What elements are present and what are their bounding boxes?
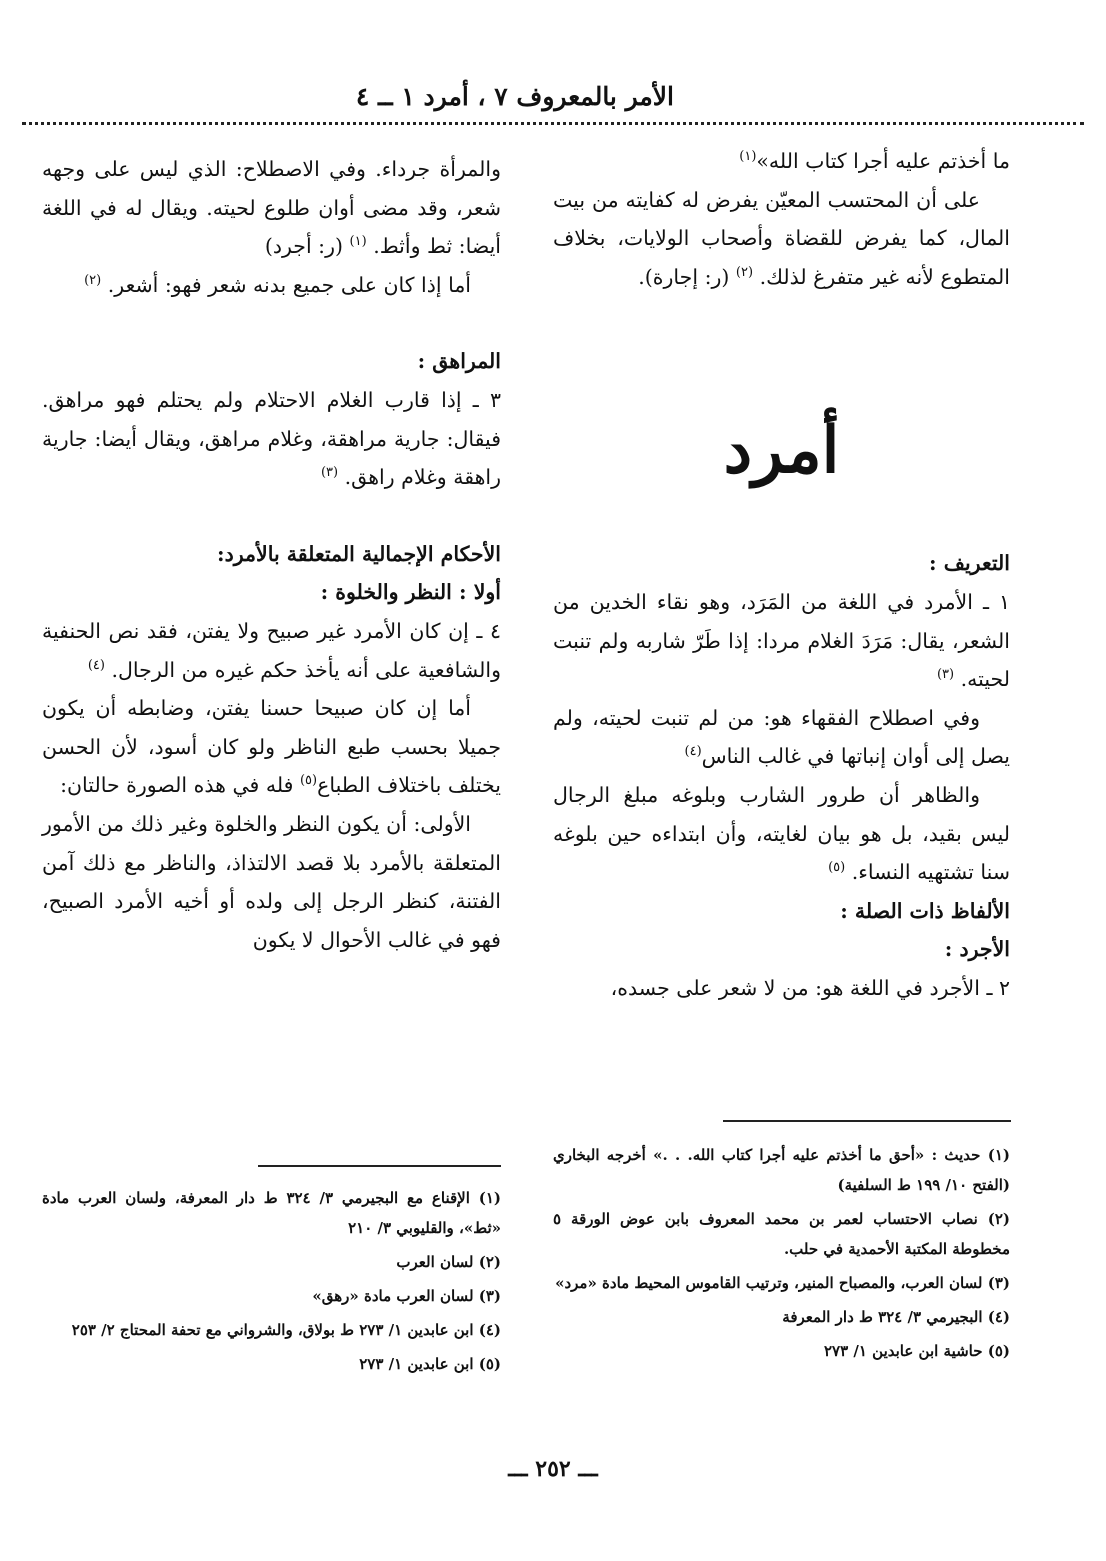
footnote: (٥) ابن عابدين ١/ ٢٧٣ (359, 1355, 501, 1373)
paragraph-text: ما أخذتم عليه أجرا كتاب الله» (756, 149, 1010, 173)
paragraph: ٢ ـ الأجرد في اللغة هو: من لا شعر على جسده، (610, 975, 1010, 1000)
footnote: (١) الإقناع مع البجيرمي ٣/ ٣٢٤ ط دار المعرفة، ولسان العرب مادة «ثط»، والقليوبي ٣/ ٢١٠ (42, 1189, 502, 1237)
left-column (42, 150, 501, 959)
paragraph (42, 150, 501, 266)
paragraph (553, 142, 1010, 181)
section-heading: الأحكام الإجمالية المتعلقة بالأمرد: (217, 541, 501, 566)
paragraph-text: أما إذا كان على جميع بدنه شعر فهو: أشعر. (107, 272, 471, 297)
footnote: (٢) نصاب الاحتساب لعمر بن محمد المعروف بابن عوض الورقة ٥ مخطوطة المكتبة الأحمدية في حلب. (553, 1210, 1010, 1258)
footnote-ref: (٤) (87, 657, 105, 673)
footnote-ref: (١) (349, 234, 367, 250)
footnote: (٤) البجيرمي ٣/ ٣٢٤ ط دار المعرفة (782, 1308, 1010, 1326)
paragraph (553, 583, 1010, 699)
paragraph-text: ٤ ـ إن كان الأمرد غير صبيح ولا يفتن، فقد نص الحنفية والشافعية على أنه يأخذ حكم غيره من الرجال. (42, 618, 501, 682)
right-column (553, 142, 1010, 1008)
footnote: (٣) لسان العرب مادة «رهق» (312, 1287, 501, 1305)
footnote-ref: (٢) (84, 272, 102, 288)
paragraph (553, 181, 1010, 297)
cross-reference: (ر: أجرد) (264, 234, 343, 259)
footnote: (١) حديث : «أحق ما أخذتم عليه أجرا كتاب الله. . .» أخرجه البخاري (الفتح ١٠/ ١٩٩ ط السلفية) (553, 1146, 1010, 1194)
entry-title: أمرد (723, 413, 840, 489)
footnote-ref: (٢) (735, 264, 754, 280)
footnotes-right (553, 1140, 1010, 1370)
paragraph: الأولى: أن يكون النظر والخلوة وغير ذلك من الأمور المتعلقة بالأمرد بلا قصد الالتذاذ، والناظر مع ذلك آمن الفتنة، كنظر الرجل إلى ولده أو أخيه الأمرد الصبيح، فهو في غالب الأحوال لا يكون (42, 811, 501, 952)
footnote-ref: (١) (739, 149, 757, 165)
paragraph (42, 266, 501, 305)
paragraph-text: وفي اصطلاح الفقهاء هو: من لم تنبت لحيته، ولم يصل إلى أوان إنباتها في غالب الناس (553, 705, 1010, 769)
paragraph (42, 689, 501, 805)
footnote-ref: (٣) (936, 667, 955, 683)
footnote: (٢) لسان العرب (396, 1253, 501, 1271)
footnote-ref: (٥) (828, 860, 846, 876)
footnote: (٥) حاشية ابن عابدين ١/ ٢٧٣ (824, 1342, 1010, 1360)
footnote-divider (723, 1120, 1011, 1122)
spacer (42, 497, 501, 535)
header-dotted-divider (22, 122, 1084, 125)
spacer (42, 304, 501, 342)
footnote-ref: (٤) (684, 744, 702, 760)
paragraph-text: والمرأة جرداء. وفي الاصطلاح: الذي ليس على وجهه شعر، وقد مضى أوان طلوع لحيته. ويقال له في اللغة أيضا: ثط وأثط. (42, 157, 501, 259)
section-heading: المراهق : (417, 349, 501, 374)
subsection-heading: أولا : النظر والخلوة : (320, 580, 501, 605)
paragraph (553, 699, 1010, 776)
footnote: (٤) ابن عابدين ١/ ٢٧٣ ط بولاق، والشرواني مع تحفة المحتاج ٢/ ٢٥٣ (71, 1321, 501, 1339)
paragraph-text: أما إن كان صبيحا حسنا يفتن، وضابطه أن يكون جميلا بحسب طبع الناظر ولو كان أسود، لأن الحسن يختلف باختلاف الطباع (42, 696, 501, 798)
footnote-divider (258, 1165, 501, 1167)
page-number: ـــ ٢٥٢ ـــ (508, 1456, 598, 1482)
paragraph-text: فله في هذه الصورة حالتان: (60, 773, 294, 798)
footnote-ref: (٥) (299, 773, 318, 789)
paragraph-text: على أن المحتسب المعيّن يفرض له كفايته من بيت المال، كما يفرض للقضاة وأصحاب الولايات، بخلاف المتطوع لأنه غير متفرغ لذلك. (553, 187, 1010, 289)
footnote-ref: (٣) (320, 465, 339, 481)
section-heading: الألفاظ ذات الصلة : (840, 898, 1010, 923)
footnotes-left (42, 1183, 501, 1383)
running-header: الأمر بالمعروف ٧ ، أمرد ١ ــ ٤ (355, 82, 674, 111)
paragraph (42, 612, 501, 689)
section-heading: التعريف : (929, 551, 1010, 576)
paragraph-text: ١ ـ الأمرد في اللغة من المَرَد، وهو نقاء الخدين من الشعر، يقال: مَرَدَ الغلام مردا: إذا طَرّ شاربه ولم تنبت لحيته. (553, 589, 1010, 692)
paragraph (553, 776, 1010, 892)
cross-reference: (ر: إجارة). (638, 264, 730, 289)
paragraph-text: والظاهر أن طرور الشارب وبلوغه مبلغ الرجال ليس بقيد، بل هو بيان لغايته، وأن ابتداءه حين بلوغه سنا تشتهيه النساء. (553, 782, 1010, 885)
paragraph-text: ٣ ـ إذا قارب الغلام الاحتلام ولم يحتلم فهو مراهق. فيقال: جارية مراهقة، وغلام مراهق، ويقال أيضا: جارية راهقة وغلام راهق. (42, 387, 501, 490)
footnote: (٣) لسان العرب، والمصباح المنير، وترتيب القاموس المحيط مادة «مرد» (555, 1274, 1010, 1292)
subsection-heading: الأجرد : (944, 937, 1010, 962)
paragraph (42, 381, 501, 497)
